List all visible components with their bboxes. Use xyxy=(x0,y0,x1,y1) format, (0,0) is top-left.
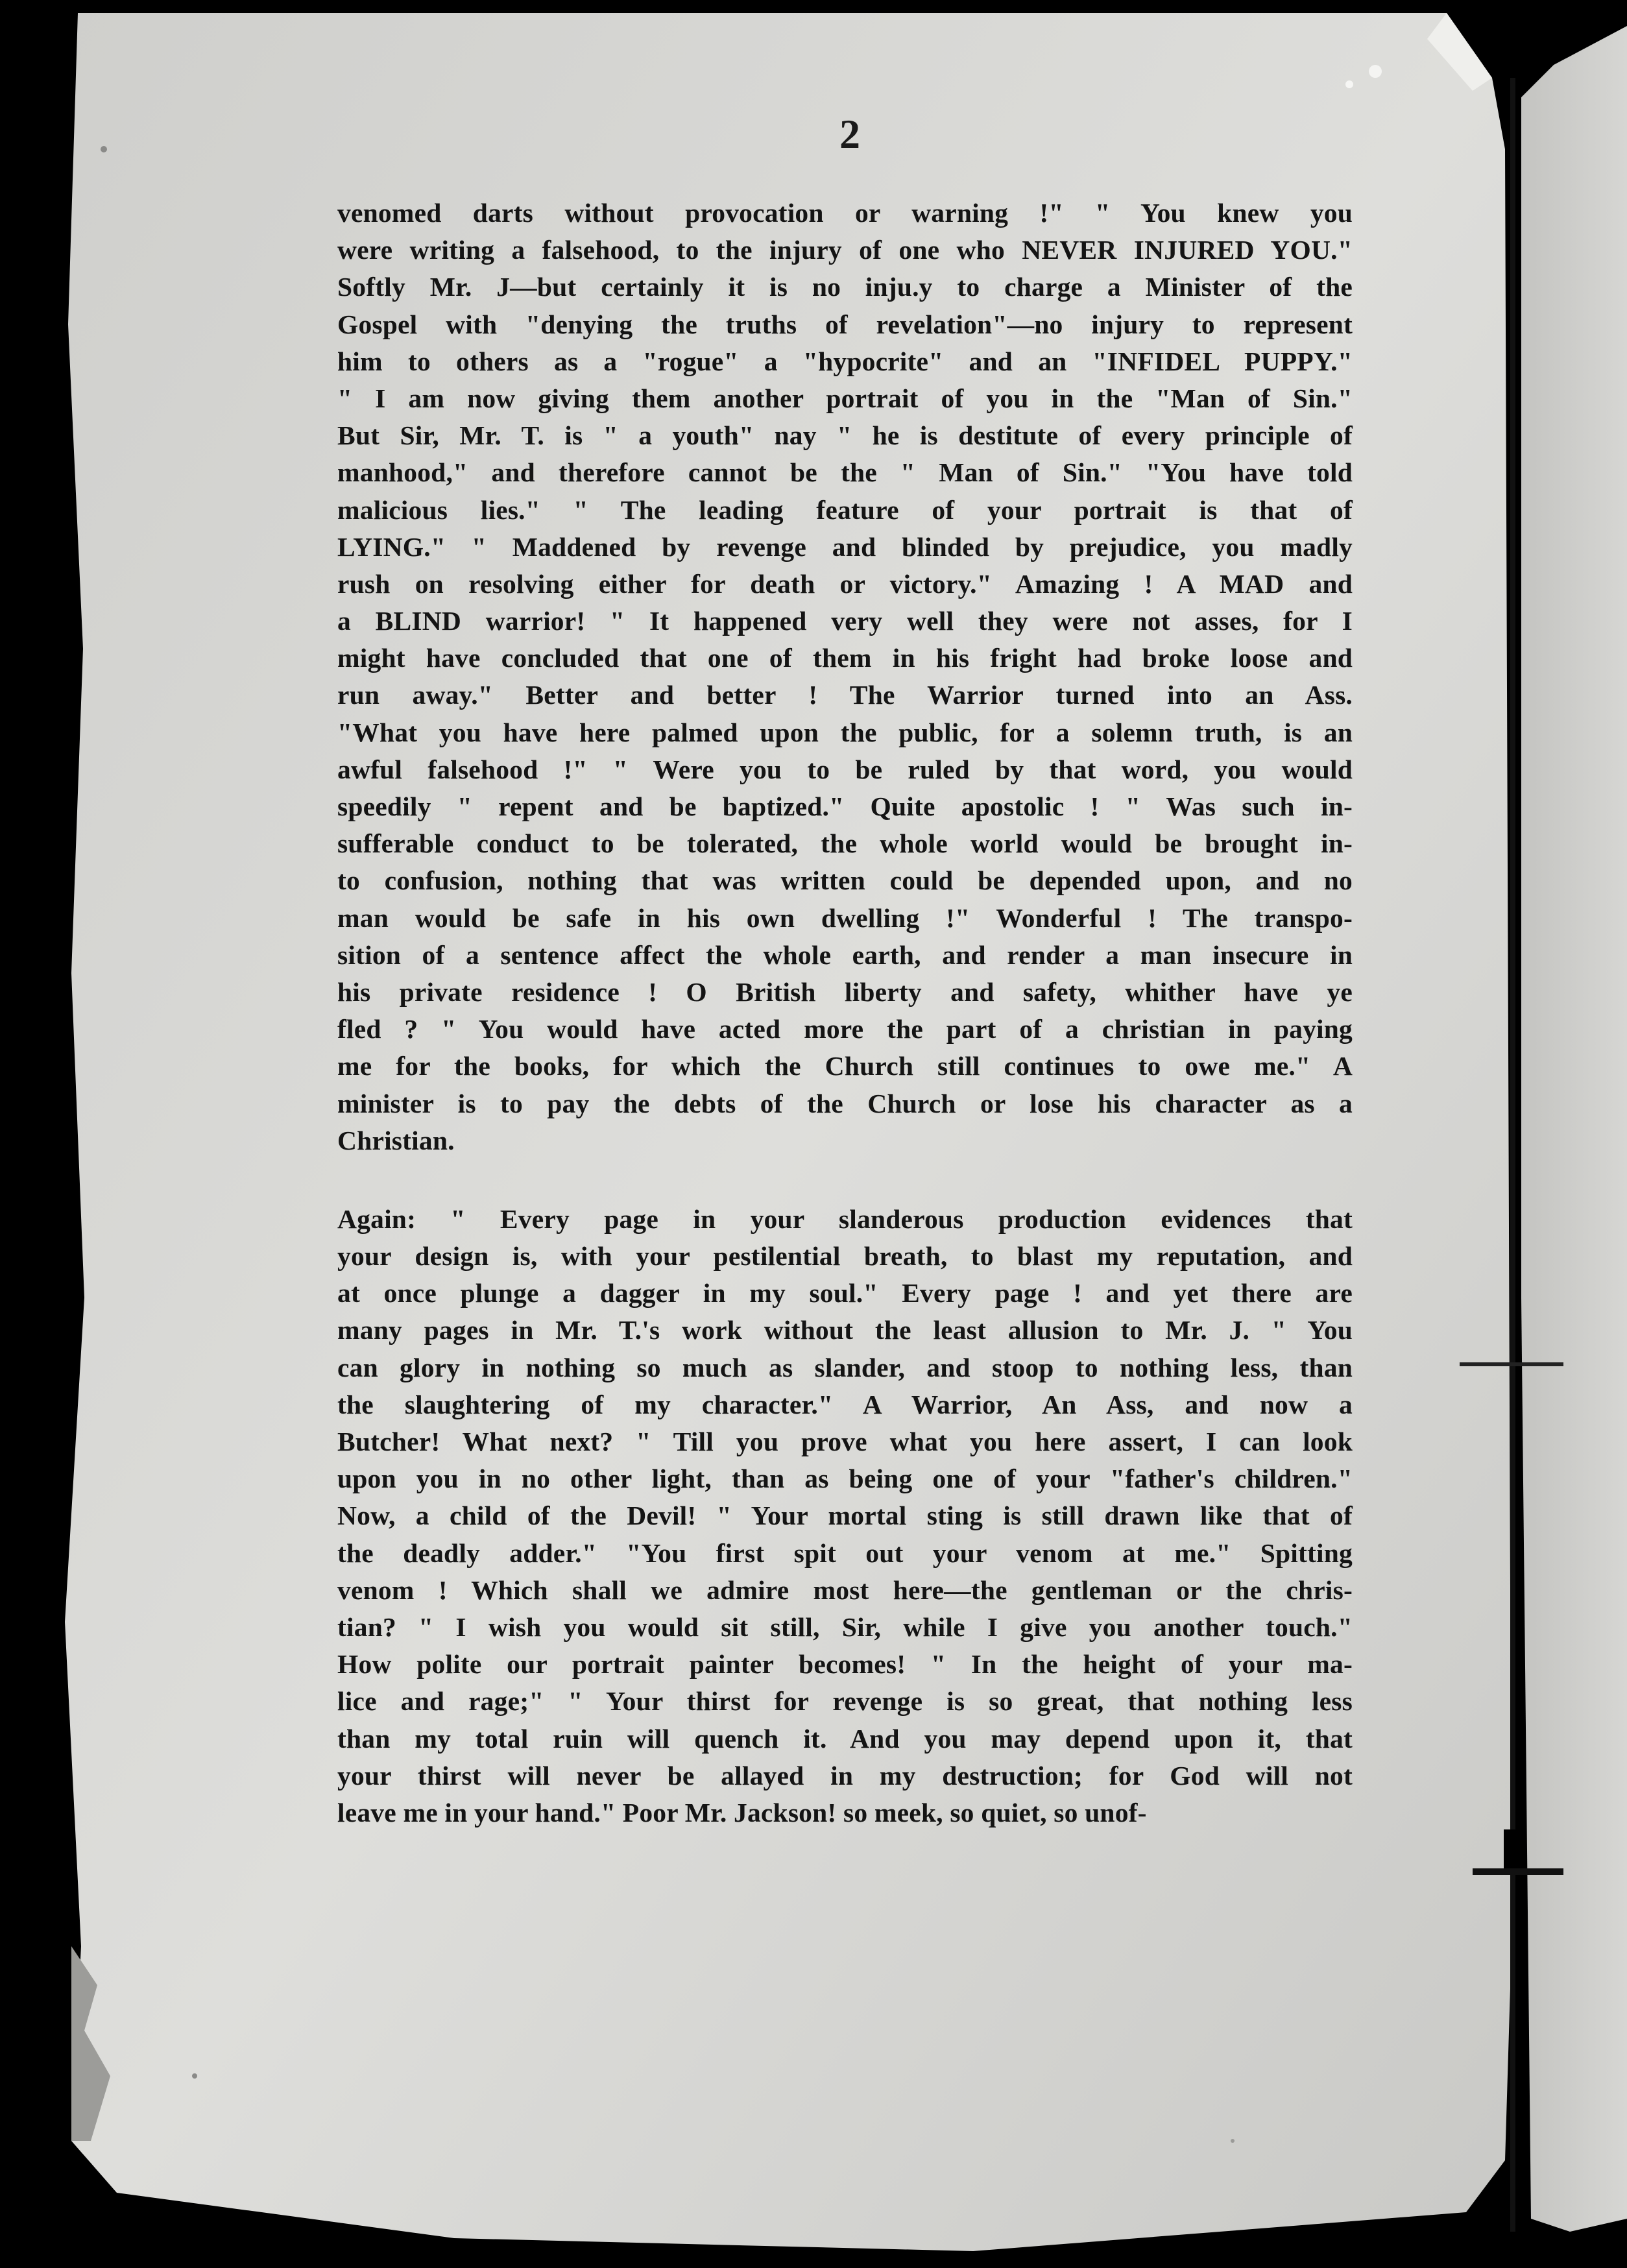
text-line: fled ? " You would have acted more the part of a christian in paying xyxy=(337,1014,1353,1044)
text-line: "What you have here palmed upon the public, for a solemn truth, is an xyxy=(337,717,1353,747)
text-line: speedily " repent and be baptized." Quite apostolic ! " Was such in- xyxy=(337,791,1353,821)
text-line: me for the books, for which the Church still continues to owe me." A xyxy=(337,1051,1353,1081)
text-line: leave me in your hand." Poor Mr. Jackson! so meek, so quiet, so unof- xyxy=(337,1797,1147,1828)
text-line: " I am now giving them another portrait of you in the "Man of Sin." xyxy=(337,383,1353,413)
text-line: minister is to pay the debts of the Church or lose his character as a xyxy=(337,1088,1353,1118)
text-line: many pages in Mr. T.'s work without the least allusion to Mr. J. " You xyxy=(337,1315,1353,1345)
text-line: might have concluded that one of them in his fright had broke loose and xyxy=(337,643,1353,673)
paragraph-1 xyxy=(337,195,1353,1159)
text-line: rush on resolving either for death or victory." Amazing ! A MAD and xyxy=(337,568,1353,599)
text-line: malicious lies." " The leading feature of your portrait is that of xyxy=(337,494,1353,525)
text-line: the slaughtering of my character." A Warrior, An Ass, and now a xyxy=(337,1389,1353,1419)
text-line: Softly Mr. J—but certainly it is no inju.y to charge a Minister of the xyxy=(337,272,1353,302)
paragraph-gap xyxy=(337,1159,1353,1201)
adjacent-page xyxy=(1521,26,1627,2232)
text-line: Now, a child of the Devil! " Your mortal sting is still drawn like that of xyxy=(337,1501,1353,1531)
text-line: venomed darts without provocation or warning !" " You knew you xyxy=(337,198,1353,228)
paragraph-2 xyxy=(337,1201,1353,1831)
text-line: LYING." " Maddened by revenge and blinded by prejudice, you madly xyxy=(337,531,1353,562)
text-line: manhood," and therefore cannot be the " Man of Sin." "You have told xyxy=(337,457,1353,488)
text-line: Again: " Every page in your slanderous production evidences that xyxy=(337,1203,1353,1234)
text-line: venom ! Which shall we admire most here—the gentleman or the chris- xyxy=(337,1574,1353,1605)
text-line: Gospel with "denying the truths of revelation"—no injury to represent xyxy=(337,309,1353,339)
text-line: the deadly adder." "You first spit out your venom at me." Spitting xyxy=(337,1538,1353,1568)
text-line: How polite our portrait painter becomes! " In the height of your ma- xyxy=(337,1649,1353,1680)
text-line: But Sir, Mr. T. is " a youth" nay " he is destitute of every principle of xyxy=(337,420,1353,451)
text-line: man would be safe in his own dwelling !" Wonderful ! The transpo- xyxy=(337,902,1353,933)
text-line: him to others as a "rogue" a "hypocrite" and an "INFIDEL PUPPY." xyxy=(337,346,1353,376)
text-line: tian? " I wish you would sit still, Sir, while I give you another touch." xyxy=(337,1611,1353,1642)
text-line: your thirst will never be allayed in my destruction; for God will not xyxy=(337,1760,1353,1791)
text-line: than my total ruin will quench it. And you may depend upon it, that xyxy=(337,1723,1353,1754)
text-line: his private residence ! O British liberty and safety, whither have ye xyxy=(337,976,1353,1007)
text-line: lice and rage;" " Your thirst for revenge is so great, that nothing less xyxy=(337,1686,1353,1717)
text-line: your design is, with your pestilential breath, to blast my reputation, and xyxy=(337,1241,1353,1272)
text-line: a BLIND warrior! " It happened very well they were not asses, for I xyxy=(337,606,1353,636)
text-line: awful falsehood !" " Were you to be ruled by that word, you would xyxy=(337,754,1353,784)
text-line: at once plunge a dagger in my soul." Every page ! and yet there are xyxy=(337,1278,1353,1309)
text-line: upon you in no other light, than as being one of your "father's children." xyxy=(337,1464,1353,1494)
text-line: can glory in nothing so much as slander, and stoop to nothing less, than xyxy=(337,1352,1353,1382)
text-line: Christian. xyxy=(337,1125,455,1155)
text-line: run away." Better and better ! The Warrior turned into an Ass. xyxy=(337,680,1353,710)
body-text xyxy=(337,195,1353,1831)
page-number: 2 xyxy=(839,111,860,157)
text-line: sition of a sentence affect the whole earth, and render a man insecure in xyxy=(337,939,1353,970)
text-line: sufferable conduct to be tolerated, the whole world would be brought in- xyxy=(337,828,1353,859)
text-line: to confusion, nothing that was written could be depended upon, and no xyxy=(337,865,1353,896)
text-line: Butcher! What next? " Till you prove what you here assert, I can look xyxy=(337,1427,1353,1456)
text-line: were writing a falsehood, to the injury of one who NEVER INJURED YOU." xyxy=(337,235,1353,265)
